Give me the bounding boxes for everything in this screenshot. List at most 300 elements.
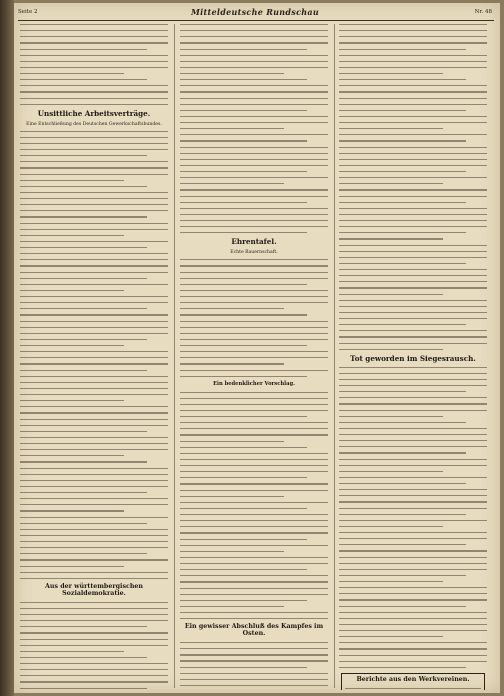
text-line [20, 284, 168, 285]
text-line [20, 91, 168, 92]
text-line [20, 669, 168, 670]
text-line [20, 626, 147, 627]
text-line [339, 667, 466, 668]
text-line [339, 606, 466, 607]
text-line [20, 192, 168, 193]
text-line [180, 447, 307, 448]
text-line [339, 232, 466, 233]
notice-box [341, 673, 485, 690]
text-line [180, 490, 328, 491]
text-line [20, 363, 168, 364]
text-line [20, 645, 168, 646]
text-line [180, 612, 328, 613]
text-line [180, 594, 328, 595]
text-line [20, 137, 168, 138]
text-line [20, 302, 168, 303]
text-line [339, 440, 487, 441]
text-line [180, 79, 307, 80]
text-line [20, 67, 168, 68]
text-line [20, 510, 124, 511]
text-line [180, 428, 328, 429]
text-line [339, 61, 487, 62]
text-line [180, 471, 328, 472]
text-block [345, 688, 481, 690]
text-line [339, 471, 443, 472]
text-line [180, 339, 328, 340]
text-line [180, 563, 328, 564]
text-line [339, 508, 487, 509]
text-line [339, 520, 487, 521]
article-subheading: Echte Bauernschaft. [230, 250, 278, 256]
text-line [20, 98, 168, 99]
text-line [20, 143, 168, 144]
text-line [339, 612, 487, 613]
text-line [339, 550, 487, 551]
article-heading: Ehrentafel. [231, 237, 277, 247]
text-line [339, 575, 466, 576]
text-line [339, 42, 487, 43]
text-line [180, 208, 328, 209]
text-line [20, 388, 168, 389]
text-line [180, 104, 328, 105]
text-line [20, 602, 168, 603]
text-line [20, 431, 147, 432]
text-line [180, 165, 328, 166]
book-binding [0, 0, 14, 696]
text-line [180, 265, 328, 266]
text-line [339, 544, 466, 545]
text-line [180, 600, 307, 601]
text-line [339, 91, 487, 92]
text-line [339, 422, 466, 423]
text-line [180, 171, 307, 172]
text-line [339, 257, 487, 258]
text-line [180, 642, 328, 643]
text-line [180, 508, 307, 509]
text-line [180, 477, 307, 478]
article-heading: Aus der württembergischen Sozialdemokratie. [45, 582, 143, 597]
text-line [20, 425, 168, 426]
text-line [339, 557, 487, 558]
text-line [20, 443, 168, 444]
text-line [20, 186, 147, 187]
text-line [20, 400, 124, 401]
text-line [339, 98, 487, 99]
text-line [339, 85, 487, 86]
text-line [20, 180, 124, 181]
text-line [20, 394, 168, 395]
text-block [20, 131, 168, 579]
text-line [180, 370, 328, 371]
text-line [339, 177, 487, 178]
text-line [180, 618, 328, 619]
text-line [20, 308, 147, 309]
text-line [339, 648, 487, 649]
newspaper-title: Mitteldeutsche Rundschau [191, 7, 319, 17]
text-line [180, 308, 284, 309]
text-line [20, 517, 168, 518]
text-line [20, 535, 168, 536]
text-line [339, 67, 487, 68]
text-line [20, 241, 168, 242]
text-line [180, 36, 328, 37]
text-line [180, 196, 328, 197]
text-line [20, 455, 124, 456]
text-line [180, 98, 328, 99]
text-line [180, 147, 328, 148]
text-line [20, 30, 168, 31]
text-line [20, 480, 168, 481]
text-line [20, 290, 124, 291]
text-line [339, 245, 487, 246]
text-block [180, 259, 328, 377]
text-line [20, 210, 168, 211]
text-line [180, 153, 328, 154]
column-divider [334, 24, 335, 688]
text-line [180, 410, 328, 411]
text-line [180, 24, 328, 25]
text-line [20, 55, 168, 56]
text-line [180, 416, 307, 417]
text-line [180, 91, 328, 92]
text-line [180, 514, 328, 515]
text-line [180, 30, 328, 31]
text-line [339, 514, 466, 515]
text-line [20, 223, 168, 224]
text-line [339, 581, 443, 582]
column-2 [180, 24, 328, 690]
text-line [339, 618, 487, 619]
text-line [20, 321, 168, 322]
text-line [180, 551, 284, 552]
text-line [339, 379, 487, 380]
text-line [339, 287, 487, 288]
text-line [180, 667, 307, 668]
text-line [20, 474, 168, 475]
text-line [339, 501, 487, 502]
text-line [20, 131, 168, 132]
text-line [339, 208, 487, 209]
text-line [339, 459, 487, 460]
text-line [180, 189, 328, 190]
text-line [180, 296, 328, 297]
text-line [180, 116, 328, 117]
text-line [180, 278, 328, 279]
text-line [180, 539, 307, 540]
text-block [20, 24, 168, 105]
text-line [339, 306, 487, 307]
text-line [20, 278, 147, 279]
article-subheading: Eine Entschließung des Deutschen Gewerkschaftsbundes. [26, 121, 162, 127]
text-line [339, 446, 487, 447]
text-line [339, 196, 487, 197]
text-line [339, 202, 466, 203]
text-line [20, 161, 168, 162]
text-line [180, 557, 328, 558]
text-line [339, 465, 487, 466]
text-line [339, 624, 487, 625]
text-line [339, 538, 487, 539]
text-line [20, 504, 168, 505]
text-line [180, 588, 328, 589]
text-line [20, 259, 168, 260]
text-line [339, 599, 487, 600]
text-line [180, 660, 328, 661]
text-line [339, 116, 487, 117]
text-line [20, 327, 168, 328]
text-line [180, 214, 328, 215]
text-line [339, 349, 443, 350]
text-line [180, 321, 328, 322]
text-line [180, 327, 328, 328]
text-line [339, 434, 487, 435]
text-line [20, 632, 168, 633]
text-line [20, 559, 168, 560]
text-line [339, 336, 487, 337]
text-line [20, 547, 168, 548]
text-line [20, 461, 147, 462]
column-1 [20, 24, 168, 690]
text-line [20, 651, 124, 652]
text-line [180, 654, 328, 655]
text-line [339, 489, 487, 490]
text-block [339, 24, 487, 350]
text-line [180, 496, 284, 497]
text-line [180, 575, 328, 576]
text-line [180, 177, 328, 178]
text-line [20, 167, 168, 168]
text-line [339, 73, 443, 74]
text-line [20, 406, 168, 407]
text-line [20, 608, 168, 609]
text-line [180, 290, 328, 291]
text-line [20, 204, 168, 205]
text-line [180, 272, 328, 273]
text-line [339, 428, 487, 429]
text-line [20, 663, 168, 664]
text-line [180, 220, 328, 221]
text-line [180, 333, 328, 334]
text-line [20, 572, 168, 573]
text-line [20, 578, 168, 579]
text-line [180, 183, 284, 184]
text-line [20, 370, 147, 371]
text-line [339, 220, 487, 221]
text-line [20, 688, 147, 689]
text-line [180, 422, 328, 423]
text-block [180, 24, 328, 233]
text-line [180, 465, 328, 466]
text-line [20, 345, 124, 346]
text-line [20, 541, 168, 542]
text-line [20, 79, 147, 80]
text-line [339, 79, 466, 80]
text-line [180, 61, 328, 62]
text-line [180, 73, 284, 74]
text-line [20, 296, 168, 297]
text-line [20, 498, 168, 499]
text-line [180, 404, 328, 405]
text-line [20, 357, 168, 358]
text-line [180, 284, 307, 285]
text-line [339, 324, 466, 325]
text-line [339, 165, 487, 166]
text-line [180, 483, 328, 484]
text-line [20, 529, 168, 530]
text-line [339, 587, 487, 588]
text-line [339, 642, 487, 643]
text-line [20, 198, 168, 199]
article-heading: Ein gewisser Abschluß des Kampfes im Osten. [184, 623, 324, 638]
text-line [180, 648, 328, 649]
text-line [180, 606, 284, 607]
text-line [180, 202, 307, 203]
text-line [180, 226, 328, 227]
text-line [180, 302, 328, 303]
text-line [20, 523, 147, 524]
text-line [20, 149, 168, 150]
text-line [339, 55, 487, 56]
article-heading: Ein bedenklicher Vorschlag. [213, 380, 295, 387]
text-line [339, 281, 487, 282]
text-line [20, 339, 147, 340]
text-line [180, 55, 328, 56]
text-line [180, 434, 328, 435]
text-line [345, 688, 481, 689]
text-line [20, 314, 168, 315]
text-line [339, 630, 487, 631]
text-line [339, 110, 466, 111]
text-line [180, 232, 307, 233]
text-line [180, 314, 307, 315]
text-line [180, 502, 328, 503]
text-line [20, 247, 147, 248]
text-line [20, 382, 168, 383]
text-line [339, 391, 466, 392]
text-block [180, 392, 328, 620]
text-line [339, 294, 443, 295]
text-block [180, 642, 328, 690]
text-line [180, 259, 328, 260]
column-divider [174, 24, 175, 688]
text-line [339, 385, 487, 386]
text-line [339, 30, 487, 31]
text-line [20, 174, 168, 175]
text-line [339, 147, 487, 148]
text-line [180, 140, 307, 141]
text-line [339, 251, 487, 252]
page-header [14, 6, 496, 20]
text-line [339, 636, 443, 637]
text-line [20, 412, 168, 413]
text-line [339, 226, 487, 227]
text-line [339, 300, 487, 301]
text-line [20, 449, 168, 450]
text-line [20, 42, 168, 43]
text-line [180, 134, 328, 135]
text-line [20, 351, 168, 352]
text-line [339, 189, 487, 190]
text-line [339, 122, 487, 123]
text-block [339, 367, 487, 668]
text-line [20, 253, 168, 254]
article-heading: Tot geworden im Siegesrausch. [350, 353, 476, 363]
text-line [339, 318, 487, 319]
text-line [339, 532, 487, 533]
header-rule [18, 20, 494, 21]
text-line [339, 312, 487, 313]
text-line [180, 357, 328, 358]
text-line [180, 520, 328, 521]
text-line [339, 183, 443, 184]
text-line [339, 410, 487, 411]
text-line [339, 655, 487, 656]
text-line [20, 566, 124, 567]
text-line [339, 238, 443, 239]
text-line [180, 363, 284, 364]
text-line [180, 398, 328, 399]
text-line [180, 526, 328, 527]
text-line [20, 681, 168, 682]
text-line [180, 345, 307, 346]
text-block [20, 602, 168, 690]
text-line [180, 49, 307, 50]
text-line [20, 376, 168, 377]
article-heading: Berichte aus den Werkvereinen. [356, 675, 470, 683]
text-line [20, 265, 168, 266]
text-line [20, 272, 168, 273]
article-heading: Unsittliche Arbeitsverträge. [37, 108, 151, 118]
text-line [339, 275, 487, 276]
text-line [339, 373, 487, 374]
text-line [339, 495, 487, 496]
text-line [180, 67, 328, 68]
text-line [339, 140, 466, 141]
text-line [180, 569, 307, 570]
text-line [339, 483, 466, 484]
text-line [339, 24, 487, 25]
text-line [339, 153, 487, 154]
text-line [339, 403, 487, 404]
text-line [180, 532, 328, 533]
text-line [20, 61, 168, 62]
text-line [339, 269, 487, 270]
text-line [20, 419, 168, 420]
text-line [339, 416, 443, 417]
text-line [339, 171, 466, 172]
text-line [20, 492, 147, 493]
text-line [180, 441, 284, 442]
text-line [339, 214, 487, 215]
text-line [180, 545, 328, 546]
text-line [20, 553, 147, 554]
text-line [20, 657, 147, 658]
text-line [20, 73, 124, 74]
text-line [20, 620, 168, 621]
text-line [339, 36, 487, 37]
text-line [20, 36, 168, 37]
text-line [180, 581, 328, 582]
text-line [339, 104, 487, 105]
text-line [339, 134, 487, 135]
page-number-left: Seite 2 [18, 9, 38, 15]
text-line [20, 49, 147, 50]
text-line [339, 343, 487, 344]
text-line [180, 685, 328, 686]
text-line [339, 593, 487, 594]
text-line [20, 216, 147, 217]
text-line [180, 679, 328, 680]
